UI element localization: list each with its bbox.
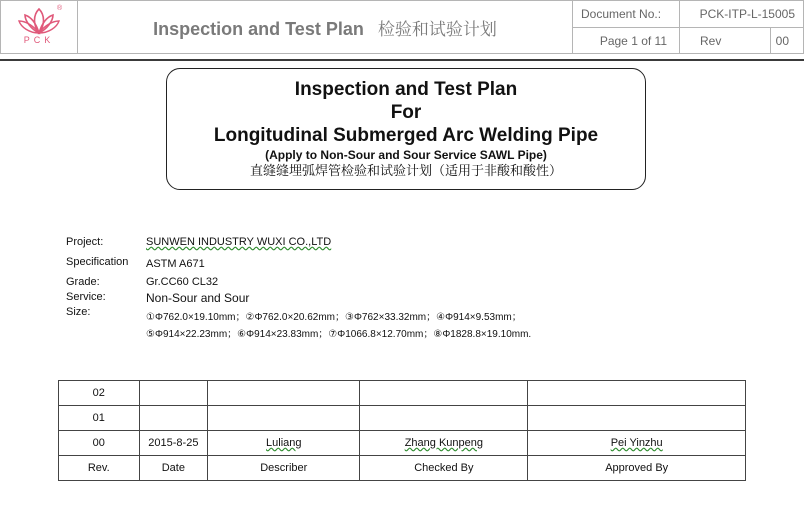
doc-no-value: PCK-ITP-L-15005 bbox=[680, 1, 804, 28]
service-value: Non-Sour and Sour bbox=[146, 291, 250, 305]
service-label: Service: bbox=[66, 291, 106, 303]
specification-label: Specification bbox=[66, 256, 129, 268]
lotus-logo-icon bbox=[17, 7, 61, 35]
checked-by-cell bbox=[360, 381, 528, 406]
rev-value: 00 bbox=[771, 28, 804, 54]
header-title-zh: 检验和试验计划 bbox=[377, 19, 497, 40]
grade-label: Grade: bbox=[66, 276, 100, 288]
title-subtitle: (Apply to Non-Sour and Sour Service SAWL Pipe) bbox=[265, 148, 547, 162]
size-line-1: ①Φ762.0×19.10mm；②Φ762.0×20.62mm；③Φ762×33.32mm；④Φ914×9.53mm； bbox=[146, 312, 522, 323]
company-logo bbox=[1, 1, 77, 53]
table-header-row bbox=[59, 456, 746, 481]
logo-cell bbox=[1, 1, 78, 54]
header-divider bbox=[0, 59, 804, 61]
describer-cell bbox=[208, 381, 360, 406]
table-row bbox=[59, 431, 746, 456]
describer-header: Describer bbox=[208, 456, 360, 481]
title-line-3: Longitudinal Submerged Arc Welding Pipe bbox=[213, 125, 599, 146]
date-cell bbox=[139, 406, 208, 431]
approved-by-header: Approved By bbox=[528, 456, 746, 481]
size-label: Size: bbox=[66, 306, 91, 318]
approved-by-cell: Pei Yinzhu bbox=[528, 431, 746, 456]
title-box bbox=[166, 68, 646, 190]
date-cell bbox=[139, 381, 208, 406]
title-line-2: For bbox=[390, 102, 422, 123]
checked-by-cell bbox=[360, 406, 528, 431]
approved-by-cell bbox=[528, 381, 746, 406]
rev-header: Rev. bbox=[59, 456, 140, 481]
title-chinese: 直缝缝埋弧焊管检验和试验计划（适用于非酸和酸性） bbox=[249, 164, 562, 179]
header-title-cell bbox=[78, 1, 573, 54]
rev-label: Rev bbox=[680, 28, 771, 54]
table-row bbox=[59, 381, 746, 406]
size-line-2: ⑤Φ914×22.23mm；⑥Φ914×23.83mm；⑦Φ1066.8×12.70mm；⑧Φ1828.8×19.10mm. bbox=[146, 329, 532, 340]
rev-cell: 00 bbox=[59, 431, 140, 456]
logo-text: PCK bbox=[23, 35, 55, 45]
project-value: SUNWEN INDUSTRY WUXI CO.,LTD bbox=[146, 236, 332, 248]
document-header bbox=[0, 0, 804, 54]
revision-table bbox=[58, 380, 746, 481]
rev-cell: 02 bbox=[59, 381, 140, 406]
date-header: Date bbox=[139, 456, 208, 481]
approved-by-cell bbox=[528, 406, 746, 431]
grade-value: Gr.CC60 CL32 bbox=[146, 276, 219, 288]
doc-no-label: Document No.: bbox=[573, 1, 680, 28]
page-number: Page 1 of 11 bbox=[573, 28, 680, 54]
describer-cell: Luliang bbox=[208, 431, 360, 456]
specification-value: ASTM A671 bbox=[146, 258, 205, 270]
title-line-1: Inspection and Test Plan bbox=[294, 79, 518, 100]
describer-cell bbox=[208, 406, 360, 431]
project-label: Project: bbox=[66, 236, 104, 248]
checked-by-header: Checked By bbox=[360, 456, 528, 481]
registered-mark: ® bbox=[57, 5, 63, 12]
header-title-en: Inspection and Test Plan bbox=[153, 18, 364, 39]
table-row bbox=[59, 406, 746, 431]
date-cell: 2015-8-25 bbox=[139, 431, 208, 456]
rev-cell: 01 bbox=[59, 406, 140, 431]
checked-by-cell: Zhang Kunpeng bbox=[360, 431, 528, 456]
